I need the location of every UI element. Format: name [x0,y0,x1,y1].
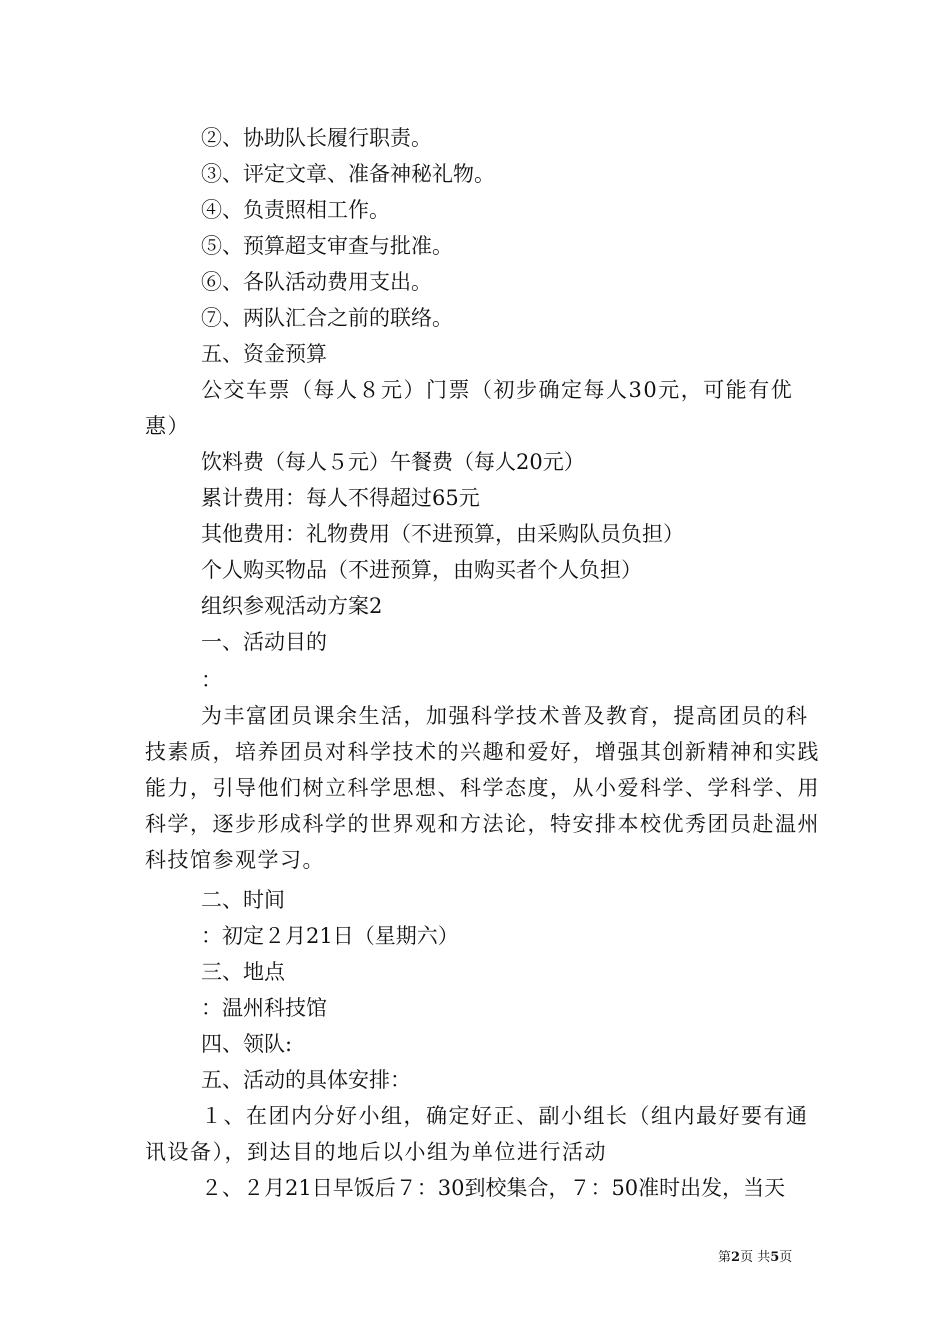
footer-page-number: 2 [731,1250,741,1265]
duty-item-3: ③、评定文章、准备神秘礼物。 [201,162,495,186]
section-heading-budget: 五、资金预算 [201,342,327,366]
plan-2-title: 组织参观活动方案2 [201,594,383,618]
section-heading-time: 二、时间 [201,888,285,912]
budget-total-line: 累计费用：每人不得超过65元 [201,486,480,510]
section-heading-location: 三、地点 [201,960,285,984]
time-value: ：初定２月21日（星期六） [201,924,459,948]
footer-suffix: 页 [779,1250,793,1265]
location-value: ：温州科技馆 [201,996,327,1020]
duty-item-7: ⑦、两队汇合之前的联络。 [201,306,453,330]
arrangement-item-1: １、在团内分好小组，确定好正、副小组长（组内最好要有通讯设备），到达目的地后以小组为单位进行活动 [145,1104,809,1164]
budget-other-line: 其他费用：礼物费用（不进预算，由采购队员负担） [201,522,684,546]
section-heading-arrangement: 五、活动的具体安排： [201,1068,411,1092]
section-heading-purpose: 一、活动目的 [201,630,327,654]
footer-prefix: 第 [718,1250,732,1265]
budget-personal-line: 个人购买物品（不进预算，由购买者个人负担） [201,558,642,582]
section-heading-leader: 四、领队: [201,1032,293,1056]
budget-ticket-paragraph: 公交车票（每人８元）门票（初步确定每人30元，可能有优惠） [145,378,794,438]
purpose-colon: ： [201,668,222,692]
footer-total-pages: 5 [770,1250,780,1265]
arrangement-item-2: ２、２月21日早饭后７：30到校集合，７：50准时出发，当天 [201,1176,786,1200]
budget-food-line: 饮料费（每人５元）午餐费（每人20元） [201,450,585,474]
duty-item-4: ④、负责照相工作。 [201,198,390,222]
duty-item-5: ⑤、预算超支审查与批准。 [201,234,453,258]
footer-middle: 页 共 [740,1250,771,1265]
duty-item-2: ②、协助队长履行职责。 [201,126,432,150]
page-footer [718,1250,792,1266]
purpose-paragraph: 为丰富团员课余生活，加强科学技术普及教育，提高团员的科技素质，培养团员对科学技术的兴趣和爱好，增强其创新精神和实践能力，引导他们树立科学思想、科学态度，从小爱科学、学科学、用科学，逐步形成科学的世界观和方法论，特安排本校优秀团员赴温州科技馆参观学习。 [145,704,820,872]
duty-item-6: ⑥、各队活动费用支出。 [201,270,432,294]
